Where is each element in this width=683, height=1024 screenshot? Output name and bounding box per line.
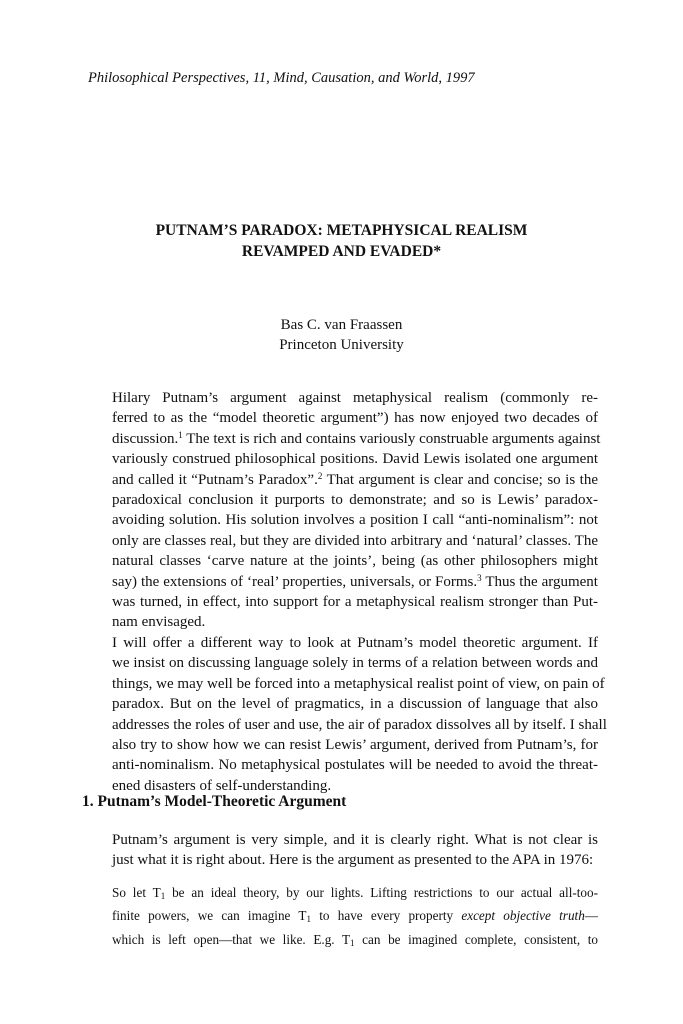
footnote-ref-2[interactable]: 2 xyxy=(317,470,323,481)
text-run: and called it “Putnam’s Paradox”. xyxy=(112,471,318,488)
title-line-1: PUTNAM’S PARADOX: METAPHYSICAL REALISM xyxy=(155,222,528,239)
author-block xyxy=(80,315,603,355)
text-line: was turned, in effect, into support for a metaphysical realism stronger than Put- xyxy=(112,594,598,611)
symbol-t: T xyxy=(341,931,351,947)
text-run: That argument is clear and concise; so is the xyxy=(322,471,599,488)
text-line xyxy=(82,429,601,449)
paragraph-3 xyxy=(82,830,598,871)
text-run: be an ideal theory, by our lights. Lifting restrictions to our actual all-too- xyxy=(165,885,599,900)
text-run: to have every property xyxy=(310,908,462,924)
symbol-t: T xyxy=(152,885,161,900)
emphasis: except objective truth xyxy=(461,908,585,924)
text-line: avoiding solution. His solution involves a position I call “anti-nominalism”: not xyxy=(112,512,598,529)
author-affiliation: Princeton University xyxy=(279,337,404,353)
text-line: natural classes ‘carve nature at the joints’, being (as other philosophers might xyxy=(112,553,598,570)
text-run: say) the extensions of ‘real’ properties, universals, or Forms. xyxy=(112,573,478,590)
text-line: ened disasters of self-understanding. xyxy=(112,777,332,794)
text-line: addresses the roles of user and use, the air of paradox dissolves all by itself. I shall xyxy=(112,716,607,733)
paragraph-1 xyxy=(82,388,601,633)
author-name: Bas C. van Fraassen xyxy=(280,317,403,333)
subscript: 1 xyxy=(160,891,166,901)
text-line: anti-nominalism. No metaphysical postulates will be needed to avoid the threat- xyxy=(112,757,598,774)
footnote-ref-3[interactable]: 3 xyxy=(477,572,482,583)
text-line: things, we may well be forced into a metaphysical realist point of view, on pain of xyxy=(112,675,605,692)
footnote-ref-1[interactable]: 1 xyxy=(178,429,183,440)
section-1-text xyxy=(82,830,598,871)
text-line: we insist on discussing language solely in terms of a relation between words and xyxy=(112,655,598,672)
text-line xyxy=(82,470,598,490)
text-line: nam envisaged. xyxy=(112,614,206,631)
quote-line xyxy=(112,906,598,929)
paragraph-2 xyxy=(82,633,607,796)
text-line: paradox. But on the level of pragmatics, in a discussion of language that also xyxy=(112,696,598,713)
text-run: The text is rich and contains variously construable arguments against xyxy=(182,430,601,447)
text-line: also try to show how we can resist Lewis’ argument, derived from Putnam’s, for xyxy=(112,736,598,753)
text-run: Thus the argument xyxy=(481,573,598,590)
text-run: can be imagined complete, consistent, to xyxy=(354,931,599,947)
subscript: 1 xyxy=(350,937,355,948)
section-heading: 1. Putnam’s Model-Theoretic Argument xyxy=(82,793,347,810)
block-quote xyxy=(112,883,598,953)
text-run: which is left open—that we like. E.g. xyxy=(112,931,342,947)
text-line: I will offer a different way to look at Putnam’s model theoretic argument. If xyxy=(112,634,598,651)
text-line: Hilary Putnam’s argument against metaphysical realism (commonly re- xyxy=(112,390,598,406)
text-line xyxy=(82,572,598,592)
symbol-t: T xyxy=(298,908,307,924)
subscript: 1 xyxy=(306,914,311,925)
running-head: Philosophical Perspectives, 11, Mind, Causation, and World, 1997 xyxy=(88,70,475,86)
text-line: just what it is right about. Here is the argument as presented to the APA in 1976: xyxy=(112,852,594,869)
intro-text xyxy=(82,388,607,796)
text-run: — xyxy=(584,908,598,924)
text-run: discussion. xyxy=(112,430,179,447)
text-line: variously construed philosophical positions. David Lewis isolated one argument xyxy=(112,451,598,468)
text-run: So let xyxy=(112,885,153,900)
quote-line xyxy=(112,930,598,953)
title-line-2: REVAMPED AND EVADED* xyxy=(241,243,442,260)
text-line: ferred to as the “model theoretic argument”) has now enjoyed two decades of xyxy=(112,410,598,427)
text-line: Putnam’s argument is very simple, and it is clearly right. What is not clear is xyxy=(112,832,598,848)
text-line: paradoxical conclusion it purports to demonstrate; and so is Lewis’ paradox- xyxy=(112,492,598,509)
paper-title xyxy=(80,220,603,262)
quote-line xyxy=(112,883,598,906)
text-run: finite powers, we can imagine xyxy=(112,908,299,924)
text-line: only are classes real, but they are divided into arbitrary and ‘natural’ classes. The xyxy=(112,532,598,549)
